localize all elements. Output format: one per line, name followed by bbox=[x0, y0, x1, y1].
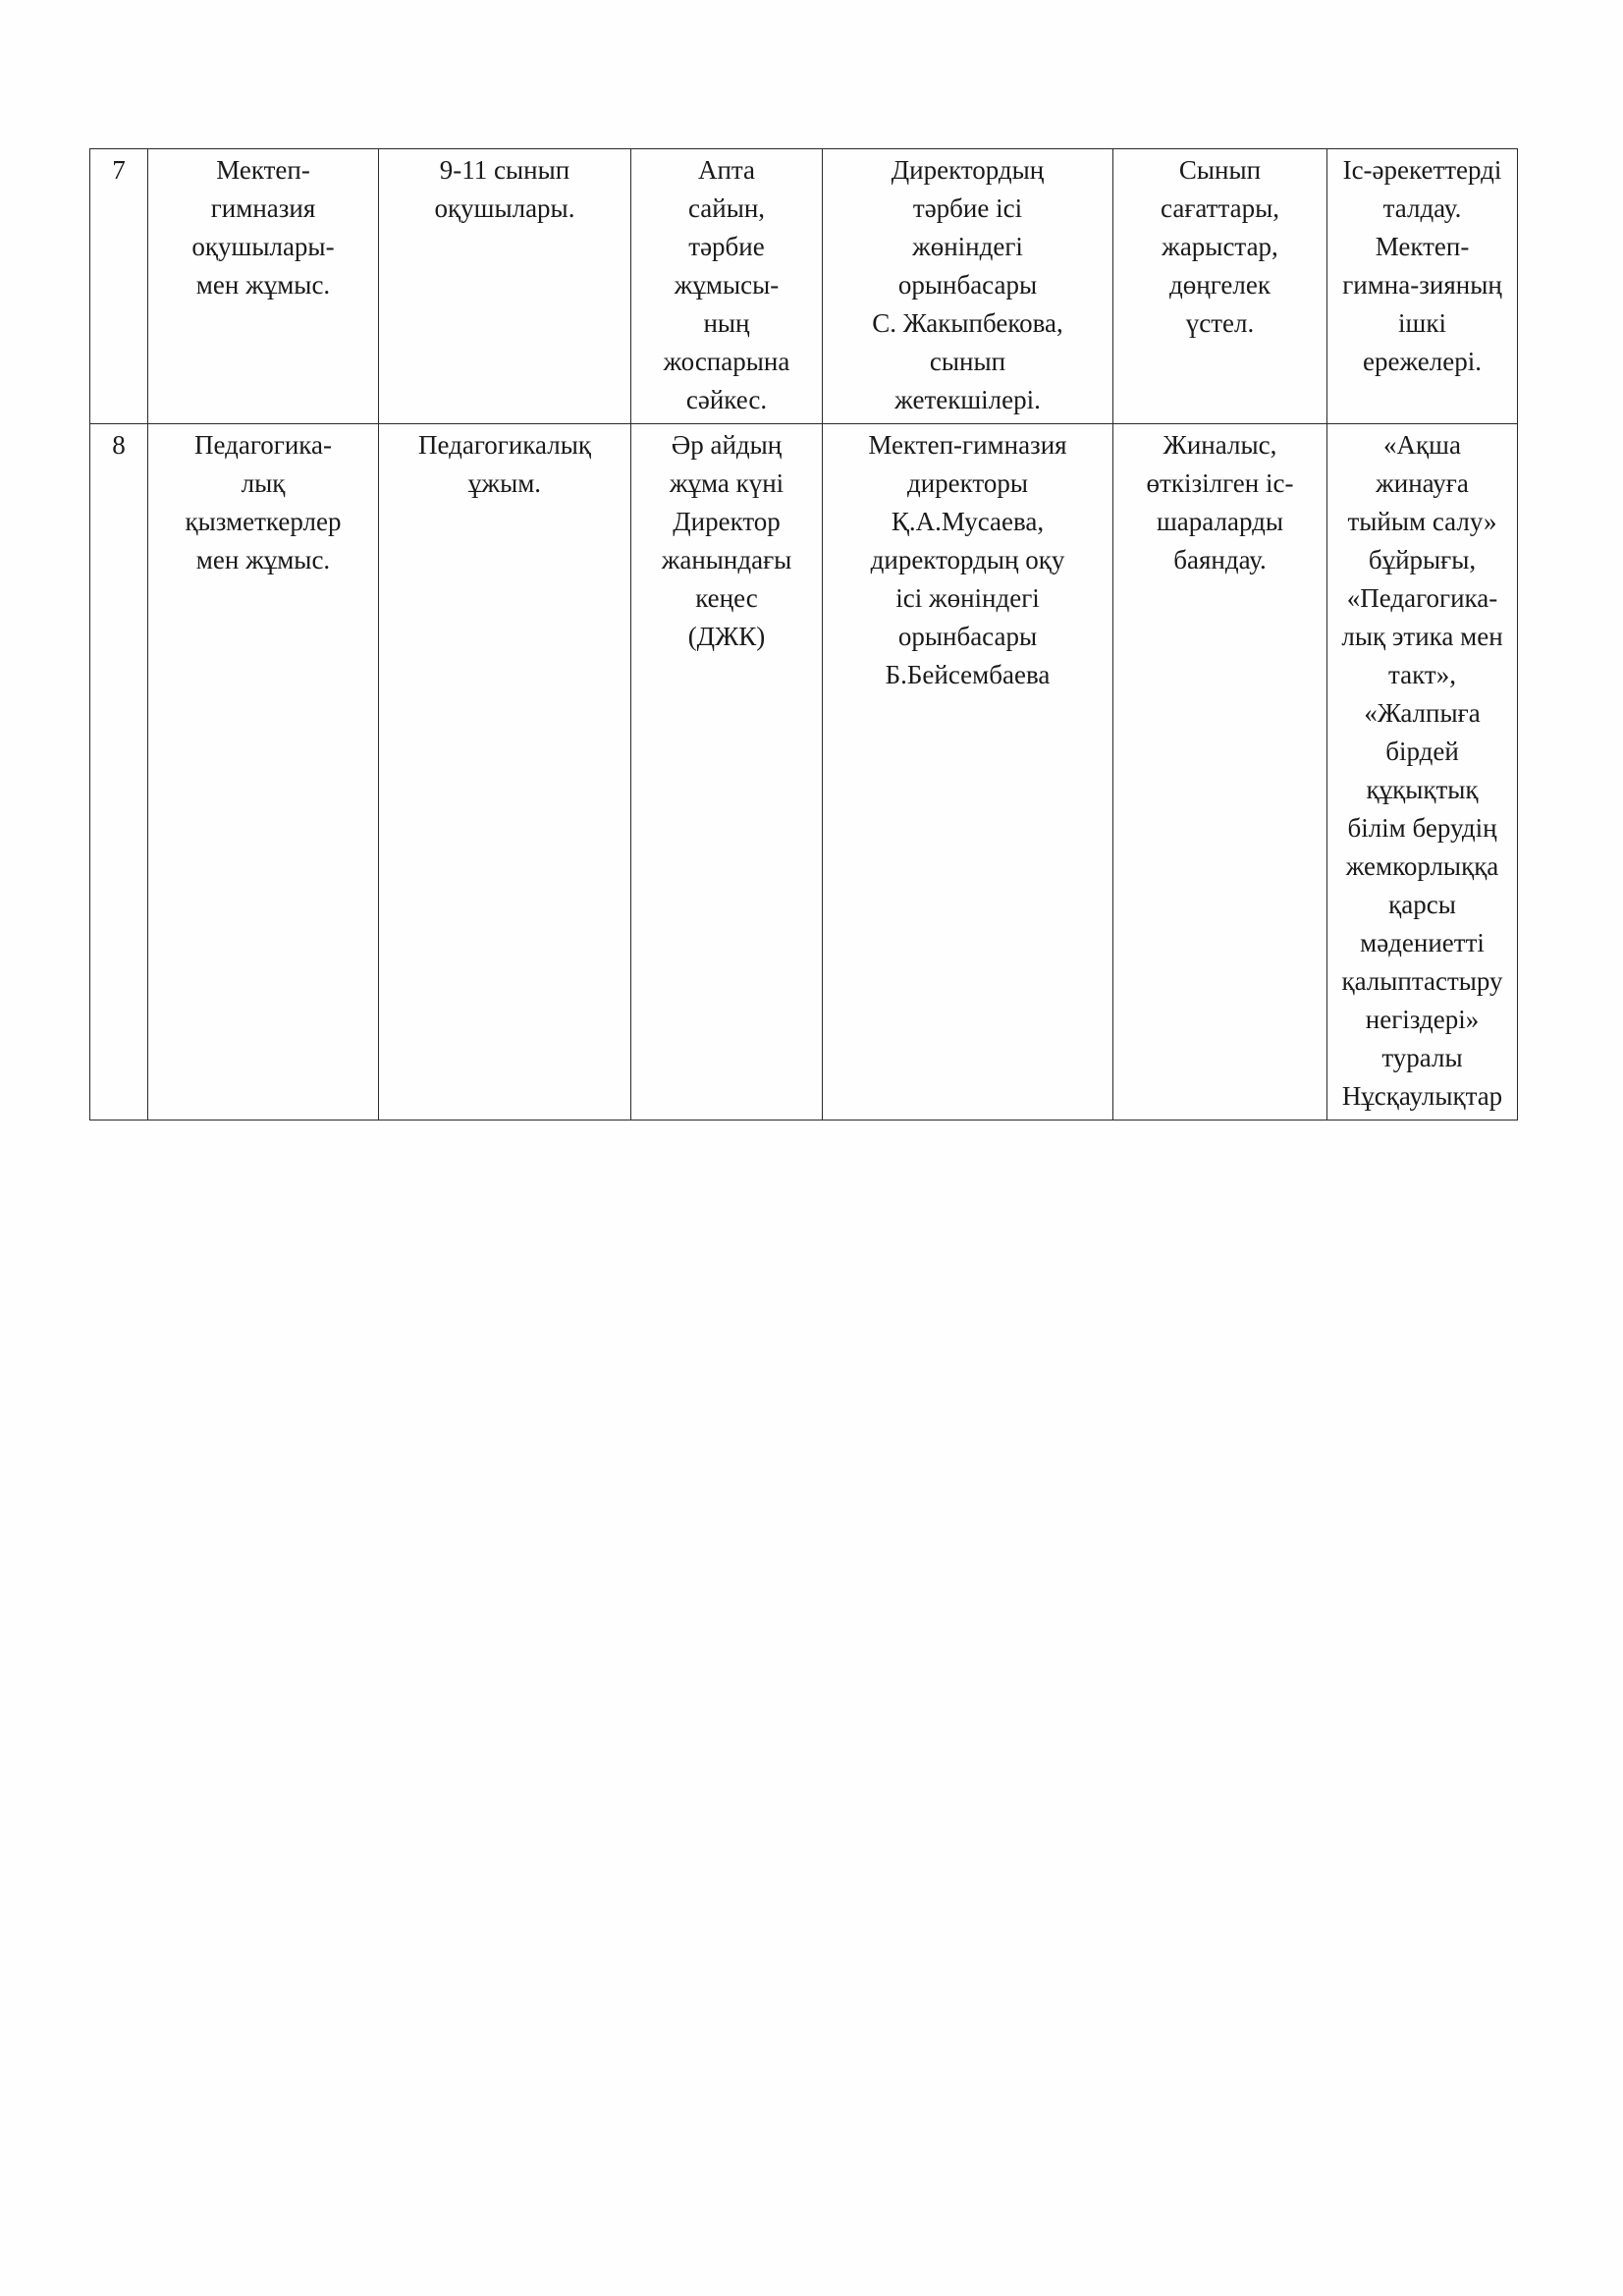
timing-text: Апта сайын, тәрбие жұмысы- ның жоспарына сәйкес. bbox=[663, 155, 790, 414]
row-number-cell bbox=[90, 149, 148, 424]
result-cell bbox=[1327, 149, 1518, 424]
form-cell bbox=[1113, 149, 1327, 424]
work-area-text: Мектеп- гимназия оқушылары- мен жұмыс. bbox=[191, 155, 335, 300]
timing-cell bbox=[631, 149, 823, 424]
table-row bbox=[90, 149, 1518, 424]
target-group-cell bbox=[379, 424, 631, 1121]
work-area-text: Педагогика- лық қызметкерлер мен жұмыс. bbox=[185, 430, 342, 574]
responsible-text: Директордың тәрбие ісі жөніндегі орынбасары С. Жакыпбекова, сынып жетекшілері. bbox=[872, 155, 1063, 414]
row-number: 7 bbox=[112, 155, 126, 185]
form-text: Сынып сағаттары, жарыстар, дөңгелек үстел. bbox=[1161, 155, 1279, 338]
work-area-cell bbox=[148, 424, 379, 1121]
form-cell bbox=[1113, 424, 1327, 1121]
row-number: 8 bbox=[112, 430, 126, 460]
target-group-cell bbox=[379, 149, 631, 424]
target-group-text: 9-11 сынып оқушылары. bbox=[434, 155, 575, 223]
result-text: Іс-әрекеттерді талдау. Мектеп- гимна-зияның ішкі ережелері. bbox=[1342, 155, 1502, 376]
result-text: «Ақша жинауға тыйым салу» бұйрығы, «Педагогика- лық этика мен такт», «Жалпыға бірдей құқықтық білім берудің жемкорлыққа қарсы мәдениетті қалыптастыру негіздері» туралы Нұсқаулықтар bbox=[1341, 430, 1503, 1111]
responsible-cell bbox=[823, 424, 1113, 1121]
timing-text: Әр айдың жұма күні Директор жанындағы кеңес (ДЖК) bbox=[661, 430, 792, 651]
responsible-text: Мектеп-гимназия директоры Қ.А.Мусаева, директордың оқу ісі жөніндегі орынбасары Б.Бейсембаева bbox=[868, 430, 1067, 689]
target-group-text: Педагогикалық ұжым. bbox=[418, 430, 591, 498]
row-number-cell bbox=[90, 424, 148, 1121]
responsible-cell bbox=[823, 149, 1113, 424]
form-text: Жиналыс, өткізілген іс- шараларды баяндау. bbox=[1146, 430, 1294, 574]
work-area-cell bbox=[148, 149, 379, 424]
work-plan-table bbox=[89, 148, 1518, 1121]
table-row bbox=[90, 424, 1518, 1121]
result-cell bbox=[1327, 424, 1518, 1121]
timing-cell bbox=[631, 424, 823, 1121]
